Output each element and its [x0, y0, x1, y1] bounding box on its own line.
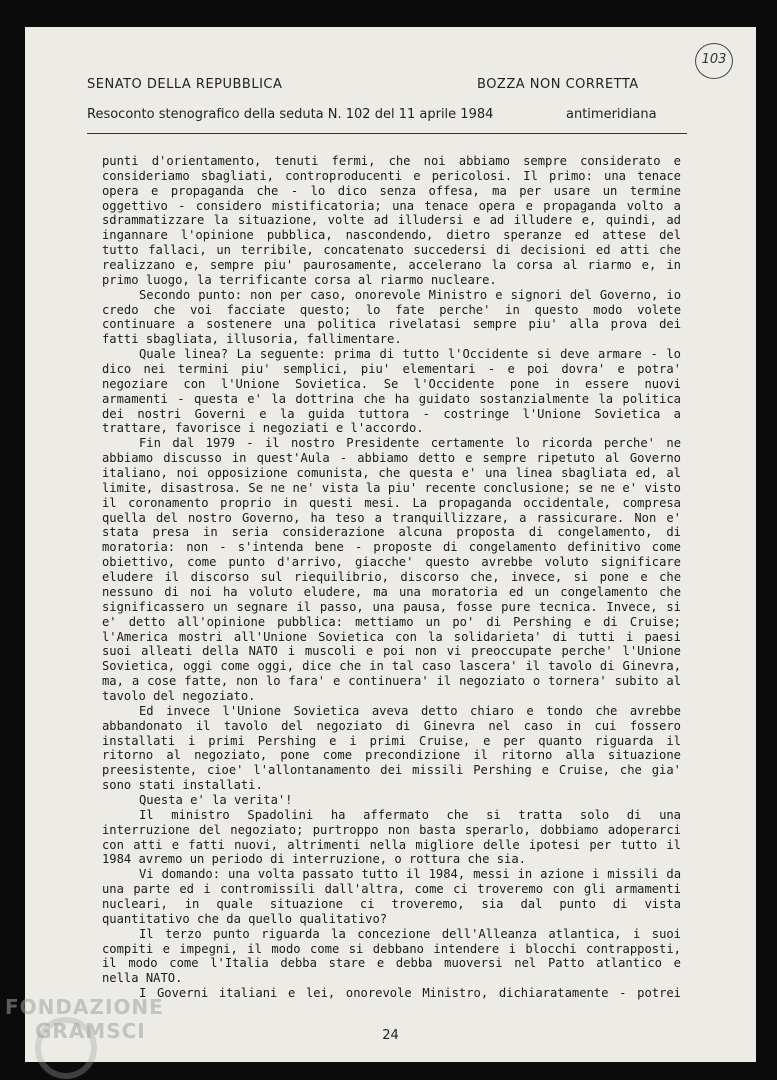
text-line: stata presa in seria considerazione alcuna proposta di congelamento, di [102, 525, 681, 540]
text-line: abbiamo discusso in quest'Aula - abbiamo detto e sempre ripetuto al Governo [102, 451, 681, 466]
text-line: Secondo punto: non per caso, onorevole Ministro e signori del Governo, io [139, 287, 681, 302]
header-subtitle: Resoconto stenografico della seduta N. 102 del 11 aprile 1984 [87, 107, 494, 122]
text-line: Sovietica, oggi come oggi, dice che in tal caso lascera' il tavolo di Ginevra, [102, 659, 681, 674]
text-line: realizzano e, sempre piu' paurosamente, accelerano la corsa al riarmo e, in [102, 258, 681, 273]
text-line: significassero un segnare il passo, una pausa, fosse pure tecnica. Invece, si [102, 599, 681, 614]
text-line: ingannare l'opinione pubblica, nascondendo, dietro speranze ed attese del [102, 228, 681, 243]
text-line: eludere il discorso sul riequilibrio, discorso che, invece, si pone e che [102, 570, 681, 585]
text-line: armamenti - questa e' la dottrina che ha guidato sostanzialmente la politica [102, 391, 681, 406]
text-line: italiano, noi opposizione comunista, che questa e' una linea sbagliata ed, al [102, 466, 681, 481]
text-line: oggettivo - considero mistificatoria; una tenace opera e propaganda volto a [102, 198, 681, 213]
text-line: trattare, favorisce i negoziati e l'accordo. [102, 421, 424, 436]
text-line: dico nei termini piu' semplici, piu' elementari - e poi dovra' e potra' [102, 362, 681, 377]
text-line: moratoria: non - s'intenda bene - proposte di congelamento definitivo come [102, 540, 681, 555]
text-line: 1984 avremo un periodo di interruzione, o rottura che sia. [102, 852, 526, 867]
text-line: punti d'orientamento, tenuti fermi, che noi abbiamo sempre considerato e [102, 154, 681, 168]
header-left-title: SENATO DELLA REPUBBLICA [87, 77, 283, 92]
text-line: fatti sbagliata, illusoria, fallimentare. [102, 332, 402, 347]
text-line: Il terzo punto riguarda la concezione dell'Alleanza atlantica, i suoi [139, 926, 681, 941]
text-line: ma, a cose fatte, non lo fara' e continuera' il negoziato o tornera' subito al [102, 674, 681, 689]
text-line: nessuno di noi ha voluto eludere, ma una moratoria ed un congelamento che [102, 584, 681, 599]
text-line: Fin dal 1979 - il nostro Presidente certamente lo ricorda perche' ne [139, 436, 681, 451]
text-line: quella del nostro Governo, ha teso a tranquillizzare, a rassicurare. Non e' [102, 510, 681, 525]
watermark-line2: GRAMSCI [35, 1019, 146, 1043]
text-line: quantitativo che da quello qualitativo? [102, 911, 388, 926]
header-rule [87, 133, 687, 134]
text-line: tutto fallaci, un terribile, concatenato succedersi di decisioni ed atti che [102, 243, 681, 258]
text-line: obiettivo, come punto d'arrivo, giacche' questo avrebbe voluto significare [102, 555, 681, 570]
text-line: Ed invece l'Unione Sovietica aveva detto chiaro e tondo che avrebbe [139, 703, 681, 718]
text-line: dei nostri Governi e la guida tuttora - costringe l'Unione Sovietica a [102, 406, 681, 421]
text-line: negoziare con l'Unione Sovietica. Se l'Occidente pone in essere nuovi [102, 376, 681, 391]
document-page [25, 27, 756, 1062]
text-line: il modo come l'Italia debba stare e debba muoversi nel Patto atlantico e [102, 956, 681, 971]
text-line: Vi domando: una volta passato tutto il 1984, messi in azione i missili da [139, 867, 681, 882]
watermark-line1: FONDAZIONE [5, 995, 164, 1019]
text-line: Quale linea? La seguente: prima di tutto l'Occidente si deve armare - lo [139, 347, 681, 362]
watermark-logo [5, 995, 164, 1043]
watermark-ring-icon [35, 1017, 97, 1079]
text-line: sono stati installati. [102, 778, 263, 793]
page-number: 24 [382, 1028, 399, 1043]
text-line: installati i primi Pershing e i primi Cruise, e per quanto riguarda il [102, 733, 681, 748]
text-line: una parte ed i contromissili dall'altra, come ci troveremo con gli armamenti [102, 882, 681, 897]
text-line: limite, disastrosa. Se ne ne' vista la piu' recente conclusione; se ne e' visto [102, 480, 681, 495]
text-line: tavolo del negoziato. [102, 688, 256, 703]
text-line: opera e propaganda che - lo dico senza offesa, ma per usare un termine [102, 183, 681, 198]
text-line: sdrammatizzare la situazione, volte ad illudersi e ad illudere e, quindi, ad [102, 213, 681, 228]
text-line: abbandonato il tavolo del negoziato di Ginevra nel caso in cui fossero [102, 718, 681, 733]
text-line: l'America mostri all'Unione Sovietica con la solidarieta' di tutti i paesi [102, 629, 681, 644]
text-line: ritorno al negoziato, pone come precondizione il ritorno alla situazione [102, 748, 681, 763]
text-line: e' detto all'opinione pubblica: mettiamo un po' di Pershing e di Cruise; [102, 614, 681, 629]
text-line: consideriamo sbagliati, controproducenti e pericolosi. Il primo: una tenace [102, 168, 681, 183]
text-line: compiti e impegni, il modo come si debbano intendere i blocchi contrapposti, [102, 941, 681, 956]
text-line: Questa e' la verita'! [139, 792, 293, 807]
text-line: preesistente, cioe' l'allontanamento dei missili Pershing e Cruise, che gia' [102, 763, 681, 778]
transcript-body [102, 154, 681, 1001]
text-line: il coronamento proprio in questi mesi. La propaganda occidentale, compresa [102, 495, 681, 510]
header-session: antimeridiana [566, 107, 657, 122]
text-line: nella NATO. [102, 971, 183, 986]
text-line: credo che voi facciate questo; lo fate perche' in questo modo volete [102, 302, 681, 317]
text-line: continuare a sostenere una politica rivelatasi sempre piu' alla prova dei [102, 317, 681, 332]
stamp-number: 103 [701, 52, 727, 67]
text-line: Il ministro Spadolini ha affermato che si tratta solo di una [139, 807, 681, 822]
archive-stamp [695, 43, 733, 79]
text-line: nucleari, in quale situazione ci troveremo, sia dal punto di vista [102, 896, 681, 911]
text-line: interruzione del negoziato; purtroppo non basta sperarlo, dobbiamo adoperarci [102, 822, 681, 837]
header-right-title: BOZZA NON CORRETTA [477, 77, 639, 92]
text-line: I Governi italiani e lei, onorevole Ministro, dichiaratamente - potrei [139, 986, 681, 1001]
text-line: suoi alleati della NATO i muscoli e poi non vi preoccupate perche' l'Unione [102, 644, 681, 659]
text-line: primo luogo, la terrificante corsa al riarmo nucleare. [102, 272, 497, 287]
text-line: con atti e fatti nuovi, altrimenti nella migliore delle ipotesi per tutto il [102, 837, 681, 852]
